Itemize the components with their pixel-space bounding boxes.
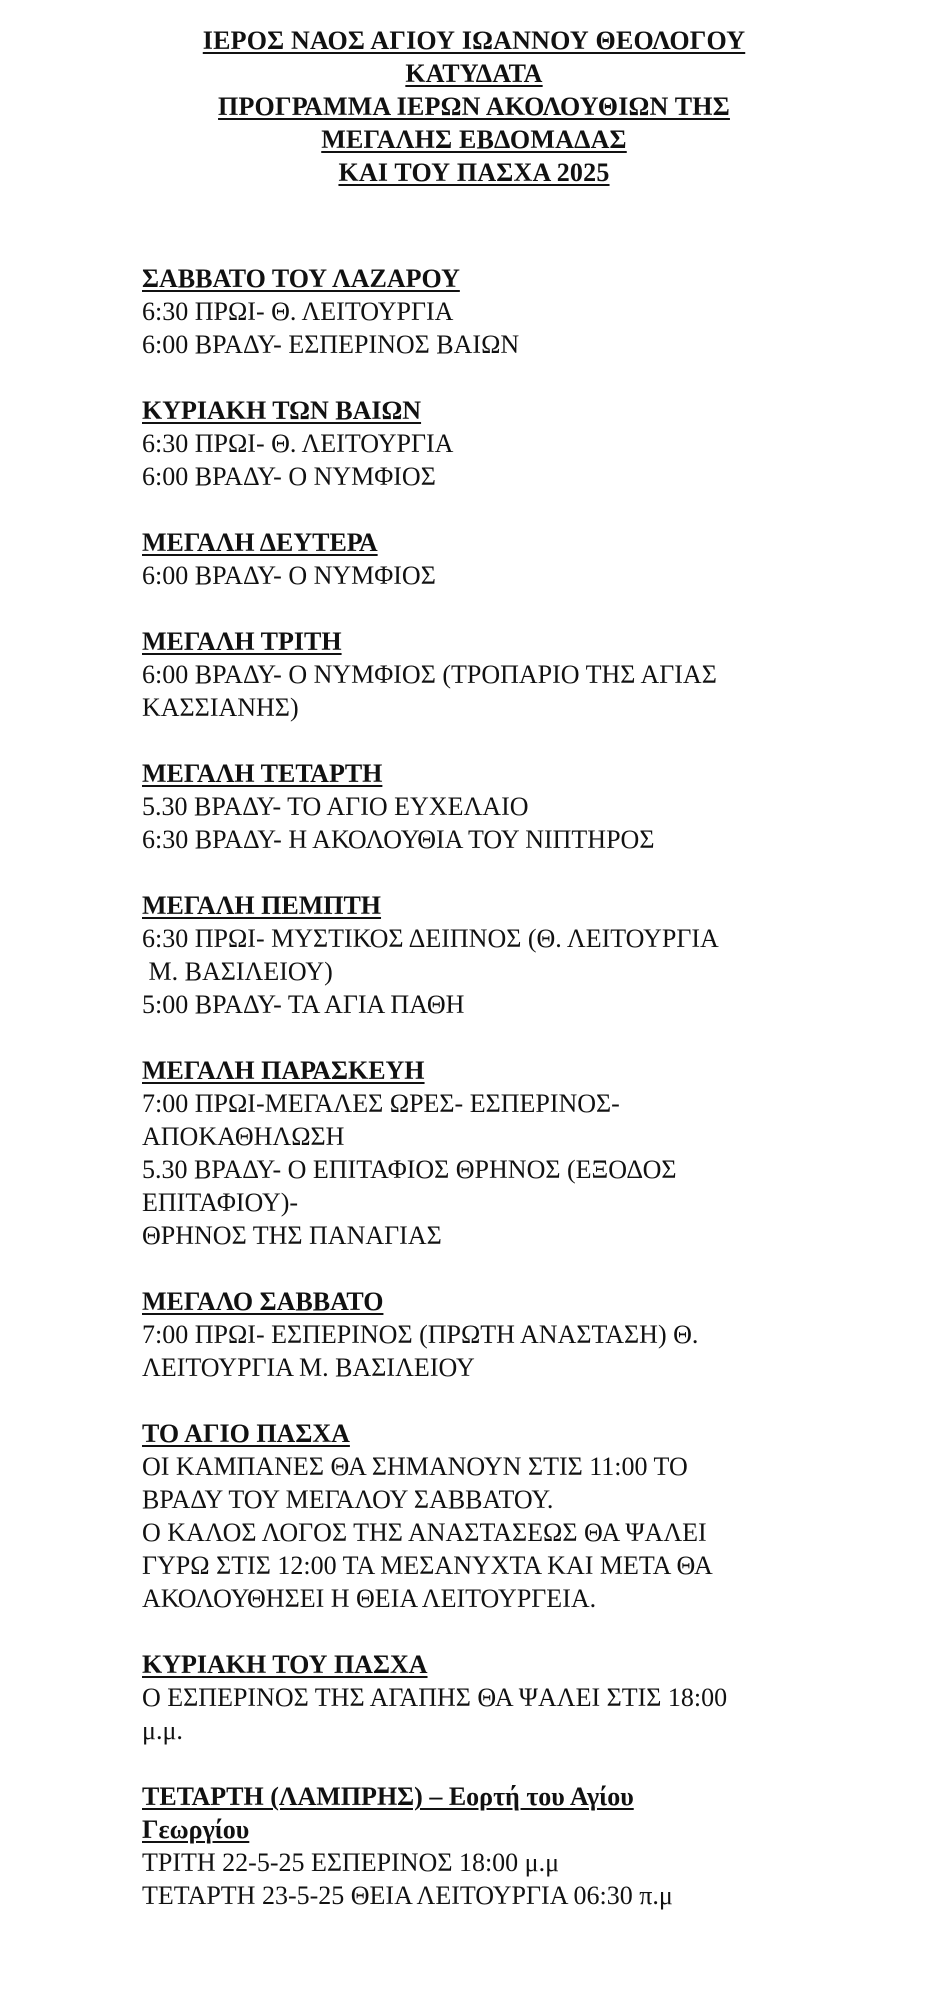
section-title: ΜΕΓΑΛΟ ΣΑΒΒΑΤΟ — [142, 1287, 384, 1316]
service-line: ΚΑΣΣΙΑΝΗΣ) — [142, 693, 299, 722]
service-line: 7:00 ΠΡΩΙ- ΕΣΠΕΡΙΝΟΣ (ΠΡΩΤΗ ΑΝΑΣΤΑΣΗ) Θ. — [142, 1320, 699, 1349]
service-line: 6:30 ΠΡΩΙ- Θ. ΛΕΙΤΟΥΡΓΙΑ — [142, 297, 454, 326]
section-bright-wednesday — [142, 1780, 902, 1912]
section-holy-monday — [142, 526, 902, 592]
service-line: 5.30 ΒΡΑΔΥ- ΤΟ ΑΓΙΟ ΕΥΧΕΛΑΙΟ — [142, 792, 529, 821]
section-title: ΣΑΒΒΑΤΟ ΤΟΥ ΛΑΖΑΡΟΥ — [142, 264, 460, 293]
section-title: ΜΕΓΑΛΗ ΤΡΙΤΗ — [142, 627, 342, 656]
section-holy-pascha — [142, 1417, 902, 1615]
service-line: ΓΥΡΩ ΣΤΙΣ 12:00 ΤΑ ΜΕΣΑΝΥΧΤΑ ΚΑΙ ΜΕΤΑ ΘΑ — [142, 1551, 713, 1580]
service-line: 6:30 ΒΡΑΔΥ- Η ΑΚΟΛΟΥΘΙΑ ΤΟΥ ΝΙΠΤΗΡΟΣ — [142, 825, 655, 854]
service-line: 6:00 ΒΡΑΔΥ- Ο ΝΥΜΦΙΟΣ — [142, 561, 436, 590]
church-name: ΙΕΡΟΣ ΝΑΟΣ ΑΓΙΟΥ ΙΩΑΝΝΟΥ ΘΕΟΛΟΓΟΥ — [202, 26, 746, 55]
service-line: 6:00 ΒΡΑΔΥ- Ο ΝΥΜΦΙΟΣ — [142, 462, 436, 491]
service-line: ΒΡΑΔΥ ΤΟΥ ΜΕΓΑΛΟΥ ΣΑΒΒΑΤΟΥ. — [142, 1485, 554, 1514]
section-title: ΜΕΓΑΛΗ ΤΕΤΑΡΤΗ — [142, 759, 383, 788]
program-title: ΠΡΟΓΡΑΜΜΑ ΙΕΡΩΝ ΑΚΟΛΟΥΘΙΩΝ ΤΗΣ — [218, 92, 730, 121]
service-line: Μ. ΒΑΣΙΛΕΙΟΥ) — [142, 957, 333, 986]
service-line: ΘΡΗΝΟΣ ΤΗΣ ΠΑΝΑΓΙΑΣ — [142, 1221, 442, 1250]
service-line: 6:30 ΠΡΩΙ- ΜΥΣΤΙΚΟΣ ΔΕΙΠΝΟΣ (Θ. ΛΕΙΤΟΥΡΓΙΑ — [142, 924, 719, 953]
schedule-list — [142, 262, 902, 1945]
service-line: Ο ΚΑΛΟΣ ΛΟΓΟΣ ΤΗΣ ΑΝΑΣΤΑΣΕΩΣ ΘΑ ΨΑΛΕΙ — [142, 1518, 707, 1547]
section-lazarus-saturday — [142, 262, 902, 361]
section-holy-friday — [142, 1054, 902, 1252]
section-holy-tuesday — [142, 625, 902, 724]
section-holy-wednesday — [142, 757, 902, 856]
service-line: 6:30 ΠΡΩΙ- Θ. ΛΕΙΤΟΥΡΓΙΑ — [142, 429, 454, 458]
section-holy-saturday — [142, 1285, 902, 1384]
service-line: ΟΙ ΚΑΜΠΑΝΕΣ ΘΑ ΣΗΜΑΝΟΥΝ ΣΤΙΣ 11:00 ΤΟ — [142, 1452, 688, 1481]
service-line: ΤΡΙΤΗ 22-5-25 ΕΣΠΕΡΙΝΟΣ 18:00 μ.μ — [142, 1848, 560, 1877]
service-line: 6:00 ΒΡΑΔΥ- Ο ΝΥΜΦΙΟΣ (ΤΡΟΠΑΡΙΟ ΤΗΣ ΑΓΙΑΣ — [142, 660, 717, 689]
section-holy-thursday — [142, 889, 902, 1021]
section-title: ΚΥΡΙΑΚΗ ΤΟΥ ΠΑΣΧΑ — [142, 1650, 428, 1679]
church-location: ΚΑΤΥΔΑΤΑ — [405, 59, 543, 88]
service-line: Ο ΕΣΠΕΡΙΝΟΣ ΤΗΣ ΑΓΑΠΗΣ ΘΑ ΨΑΛΕΙ ΣΤΙΣ 18:00 — [142, 1683, 728, 1712]
section-title: ΜΕΓΑΛΗ ΠΑΡΑΣΚΕΥΗ — [142, 1056, 425, 1085]
section-palm-sunday — [142, 394, 902, 493]
section-title: ΤΕΤΑΡΤΗ (ΛΑΜΠΡΗΣ) – Εορτή του Αγίου — [142, 1782, 634, 1811]
section-title: ΤΟ ΑΓΙΟ ΠΑΣΧΑ — [142, 1419, 350, 1448]
program-title-year: ΚΑΙ ΤΟΥ ΠΑΣΧΑ 2025 — [338, 158, 610, 187]
service-line: μ.μ. — [142, 1716, 183, 1745]
service-line: 7:00 ΠΡΩΙ-ΜΕΓΑΛΕΣ ΩΡΕΣ- ΕΣΠΕΡΙΝΟΣ- — [142, 1089, 620, 1118]
section-title: ΚΥΡΙΑΚΗ ΤΩΝ ΒΑΙΩΝ — [142, 396, 422, 425]
service-line: ΑΚΟΛΟΥΘΗΣΕΙ Η ΘΕΙΑ ΛΕΙΤΟΥΡΓΕΙΑ. — [142, 1584, 597, 1613]
service-line: ΛΕΙΤΟΥΡΓΙΑ Μ. ΒΑΣΙΛΕΙΟΥ — [142, 1353, 475, 1382]
service-line: 5.30 ΒΡΑΔΥ- Ο ΕΠΙΤΑΦΙΟΣ ΘΡΗΝΟΣ (ΕΞΟΔΟΣ — [142, 1155, 677, 1184]
section-title: ΜΕΓΑΛΗ ΔΕΥΤΕΡΑ — [142, 528, 378, 557]
program-title-week: ΜΕΓΑΛΗΣ ΕΒΔΟΜΑΔΑΣ — [321, 125, 627, 154]
section-title-continued: Γεωργίου — [142, 1815, 250, 1844]
service-line: 5:00 ΒΡΑΔΥ- ΤΑ ΑΓΙΑ ΠΑΘΗ — [142, 990, 465, 1019]
document-header — [0, 24, 948, 189]
service-line: ΑΠΟΚΑΘΗΛΩΣΗ — [142, 1122, 345, 1151]
service-line: ΕΠΙΤΑΦΙΟΥ)- — [142, 1188, 299, 1217]
service-line: ΤΕΤΑΡΤΗ 23-5-25 ΘΕΙΑ ΛΕΙΤΟΥΡΓΙΑ 06:30 π.μ — [142, 1881, 673, 1910]
service-line: 6:00 ΒΡΑΔΥ- ΕΣΠΕΡΙΝΟΣ ΒΑΙΩΝ — [142, 330, 520, 359]
section-pascha-sunday — [142, 1648, 902, 1747]
section-title: ΜΕΓΑΛΗ ΠΕΜΠΤΗ — [142, 891, 382, 920]
